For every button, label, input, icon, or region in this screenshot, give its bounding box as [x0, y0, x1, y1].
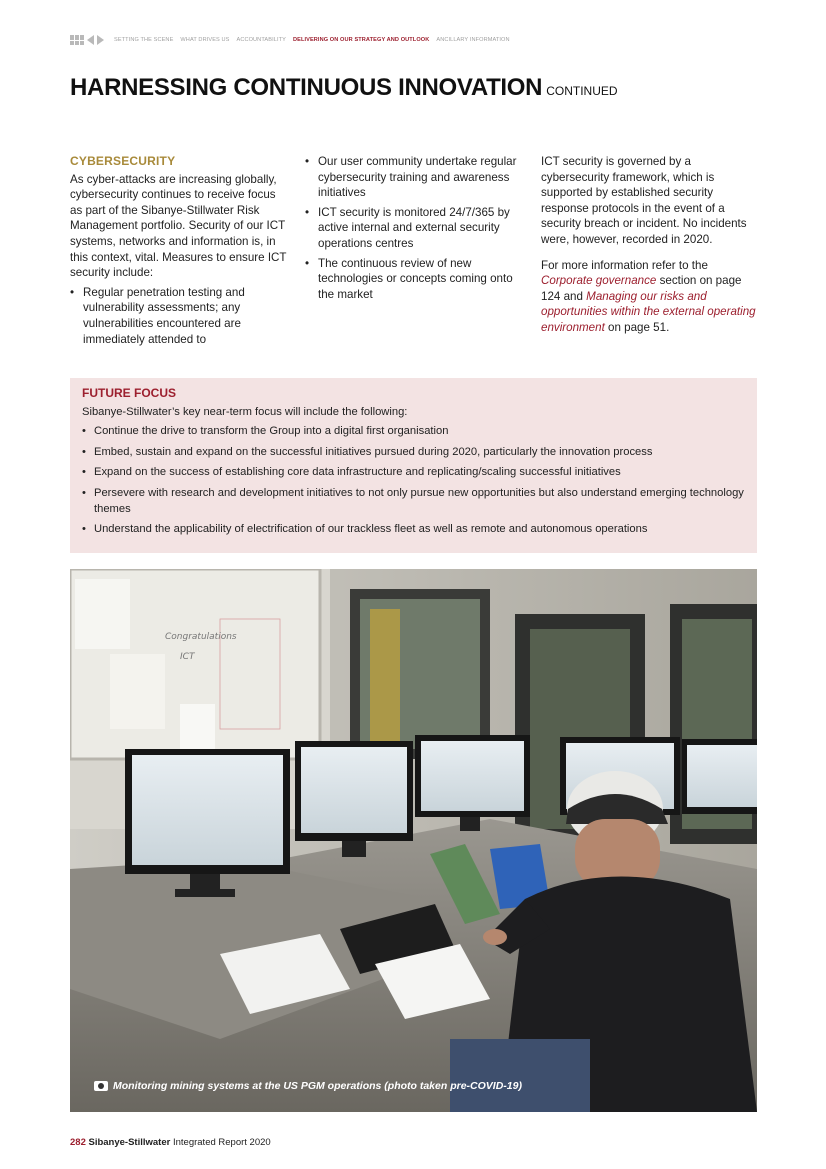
- photo-caption: [94, 1080, 522, 1092]
- list-item: • Embed, sustain and expand on the successful initiatives pursued during 2020, particularly the innovation process: [82, 445, 745, 461]
- footer-report: Integrated Report 2020: [172, 1137, 271, 1148]
- page-footer: [70, 1137, 271, 1148]
- cybersecurity-bullets-a: [70, 285, 290, 347]
- cybersecurity-intro: As cyber-attacks are increasing globally, cybersecurity continues to receive focus as part of the Sibanye-Stillwater Risk Management portfolio. Security of our ICT systems, networks and information is, in this context, vital. Measures to ensure ICT security include:: [70, 172, 287, 280]
- svg-text:ICT: ICT: [180, 652, 195, 662]
- risks-opportunities-link[interactable]: Managing our risks and opportunities within the external operating environment: [541, 289, 756, 334]
- list-item: • Expand on the success of establishing core data infrastructure and replicating/scaling successful initiatives: [82, 465, 745, 481]
- future-focus-heading: FUTURE FOCUS: [82, 386, 176, 400]
- nav-links: [114, 37, 510, 43]
- future-focus-bullets: [82, 424, 745, 538]
- future-focus-intro: Sibanye-Stillwater’s key near-term focus will include the following:: [82, 405, 408, 418]
- nav-link-setting-the-scene[interactable]: SETTING THE SCENE: [114, 37, 174, 43]
- page-title-main: HARNESSING CONTINUOUS INNOVATION: [70, 74, 543, 101]
- list-item: • Our user community undertake regular cybersecurity training and awareness initiatives: [305, 154, 525, 201]
- list-item: • Persevere with research and development initiatives to not only pursue new opportunities but also understand emerging technology themes: [82, 486, 745, 517]
- nav-link-accountability[interactable]: ACCOUNTABILITY: [236, 37, 286, 43]
- nav-link-ancillary-information[interactable]: ANCILLARY INFORMATION: [436, 37, 510, 43]
- previous-page-icon[interactable]: [87, 35, 94, 45]
- camera-icon: [94, 1081, 108, 1091]
- grid-menu-icon[interactable]: [70, 35, 84, 45]
- more-info-mid: section on page 124 and: [541, 274, 742, 303]
- top-navigation: [70, 34, 510, 46]
- photo-illustration: [70, 569, 757, 1112]
- cybersecurity-heading: CYBERSECURITY: [70, 154, 176, 168]
- svg-text:Congratulations: Congratulations: [165, 632, 237, 642]
- more-info-paragraph: [541, 258, 756, 336]
- nav-controls: [70, 35, 104, 45]
- footer-brand: Sibanye-Stillwater: [88, 1137, 171, 1148]
- next-page-icon[interactable]: [97, 35, 104, 45]
- control-room-photo: [70, 569, 757, 1112]
- nav-link-what-drives-us[interactable]: WHAT DRIVES US: [180, 37, 230, 43]
- list-item: • The continuous review of new technologies or concepts coming onto the market: [305, 256, 525, 303]
- page-title-suffix: CONTINUED: [546, 84, 618, 98]
- list-item: • Regular penetration testing and vulnerability assessments; any vulnerabilities encountered are immediately attended to: [70, 285, 290, 347]
- column-1: [70, 154, 290, 351]
- governance-paragraph: ICT security is governed by a cybersecurity framework, which is supported by established security response protocols in the event of a security breach or incident. No incidents were, however, recorded in 2020.: [541, 155, 747, 246]
- page-number: 282: [70, 1137, 86, 1148]
- list-item: • Continue the drive to transform the Group into a digital first organisation: [82, 424, 745, 440]
- photo-caption-text: Monitoring mining systems at the US PGM operations (photo taken pre-COVID-19): [113, 1080, 522, 1092]
- more-info-prefix: For more information refer to the: [541, 258, 708, 272]
- list-item: • Understand the applicability of electrification of our trackless fleet as well as remote and autonomous operations: [82, 522, 745, 538]
- column-3: [541, 154, 756, 336]
- nav-link-delivering-on-strategy[interactable]: DELIVERING ON OUR STRATEGY AND OUTLOOK: [292, 37, 430, 43]
- page-title: [70, 74, 618, 102]
- column-2: [305, 154, 525, 306]
- more-info-suffix: on page 51.: [608, 320, 670, 334]
- list-item: • ICT security is monitored 24/7/365 by active internal and external security operations centres: [305, 205, 525, 252]
- cybersecurity-bullets-b: [305, 154, 525, 302]
- corporate-governance-link[interactable]: Corporate governance: [541, 274, 657, 288]
- future-focus-box: [70, 378, 757, 553]
